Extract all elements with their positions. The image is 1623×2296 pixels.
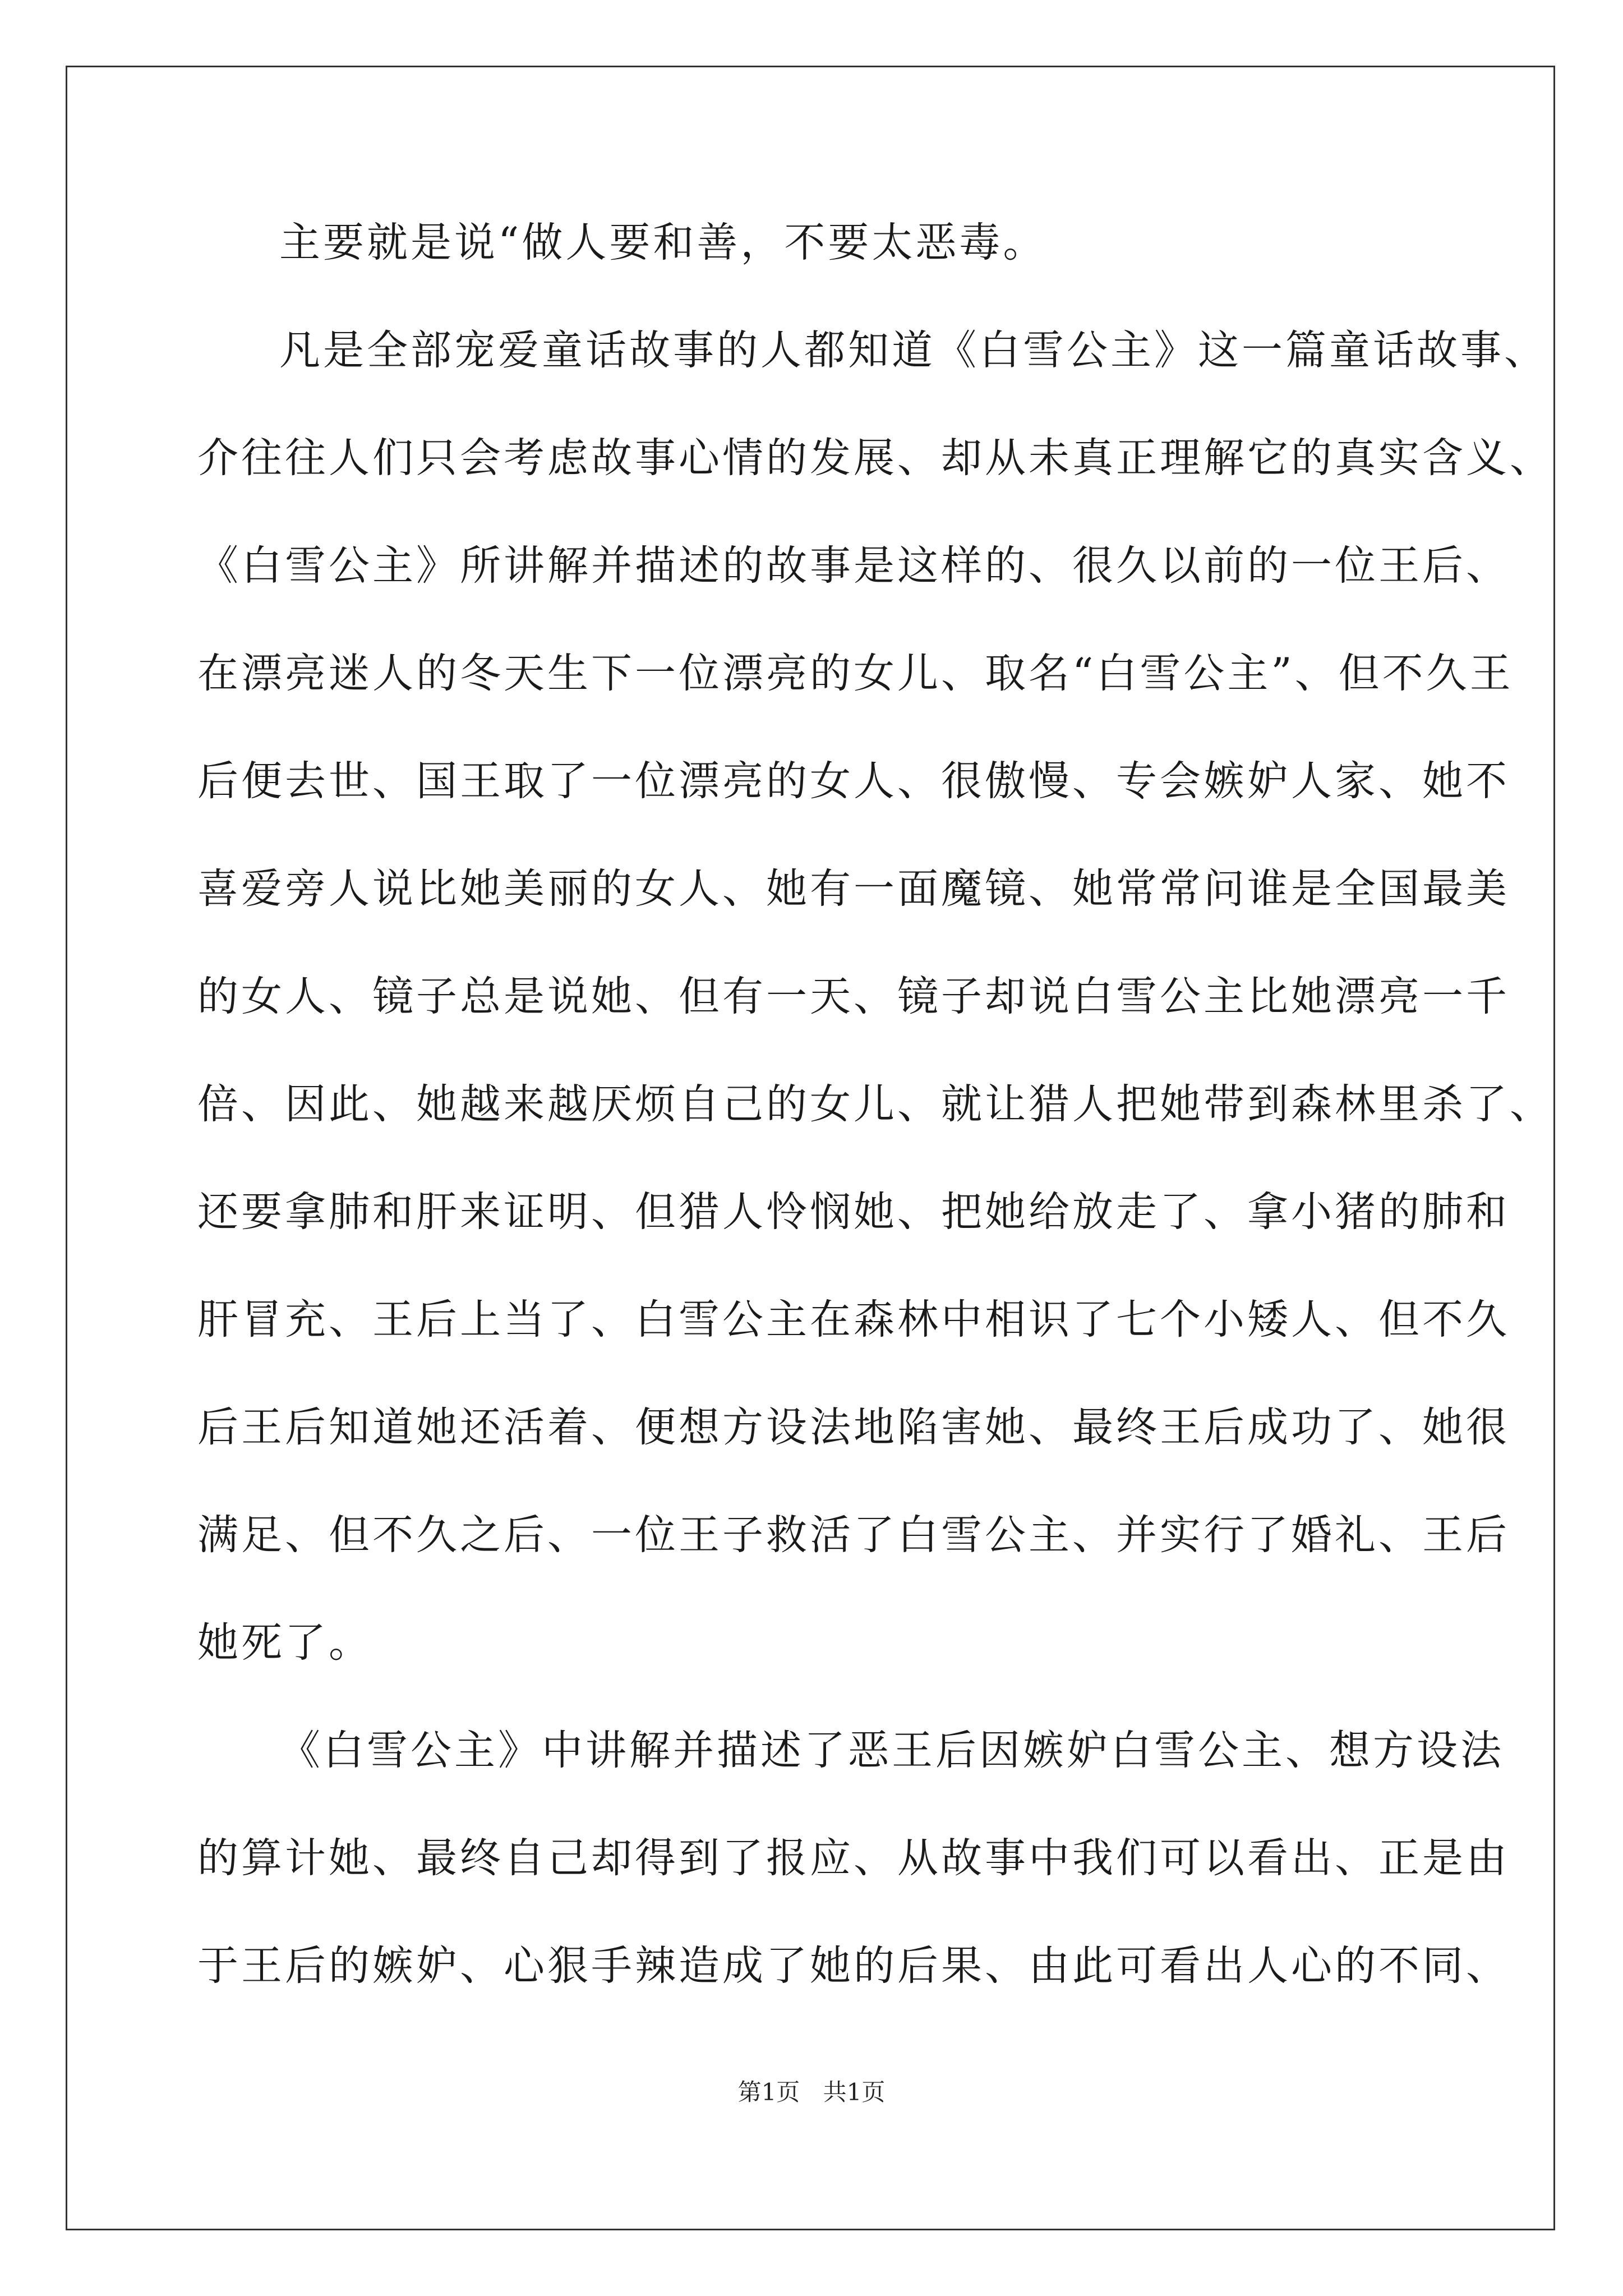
page-total: 共1页 [823,2078,886,2106]
paragraph-line: 还要拿肺和肝来证明、但猎人怜悯她、把她给放走了、拿小猪的肺和 [197,1188,1510,1236]
paragraph-line: 凡是全部宠爱童话故事的人都知道《白雪公主》这一篇童话故事、 [279,326,1548,374]
paragraph-line: 肝冒充、王后上当了、白雪公主在森林中相识了七个小矮人、但不久 [197,1296,1510,1343]
paragraph-line: 的算计她、最终自己却得到了报应、从故事中我们可以看出、正是由 [197,1834,1510,1882]
paragraph-line: 她死了。 [197,1619,372,1667]
paragraph-line: 《白雪公主》所讲解并描述的故事是这样的、很久以前的一位王后、 [197,542,1510,590]
paragraph-line: 于王后的嫉妒、心狠手辣造成了她的后果、由此可看出人心的不同、 [197,1942,1510,1990]
paragraph-line: 《白雪公主》中讲解并描述了恶王后因嫉妒白雪公主、想方设法 [279,1727,1504,1774]
paragraph-line: 后便去世、国王取了一位漂亮的女人、很傲慢、专会嫉妒人家、她不 [197,757,1510,805]
page-number: 第1页 [737,2078,800,2106]
paragraph-line: 的女人、镜子总是说她、但有一天、镜子却说白雪公主比她漂亮一千 [197,973,1510,1020]
paragraph-line: 介往往人们只会考虑故事心情的发展、却从未真正理解它的真实含义、 [197,434,1553,482]
paragraph-line: 喜爱旁人说比她美丽的女人、她有一面魔镜、她常常问谁是全国最美 [197,865,1510,913]
paragraph-line: 后王后知道她还活着、便想方设法地陷害她、最终王后成功了、她很 [197,1404,1510,1451]
paragraph-line: 主要就是说“做人要和善，不要太恶毒。 [279,219,1047,266]
paragraph-line: 满足、但不久之后、一位王子救活了白雪公主、并实行了婚礼、王后 [197,1511,1510,1559]
paragraph-line: 倍、因此、她越来越厌烦自己的女儿、就让猎人把她带到森林里杀了、 [197,1080,1553,1128]
document-body [197,216,1553,2047]
paragraph-line: 在漂亮迷人的冬天生下一位漂亮的女儿、取名“白雪公主”、但不久王 [197,650,1514,697]
page-footer [0,2076,1623,2109]
